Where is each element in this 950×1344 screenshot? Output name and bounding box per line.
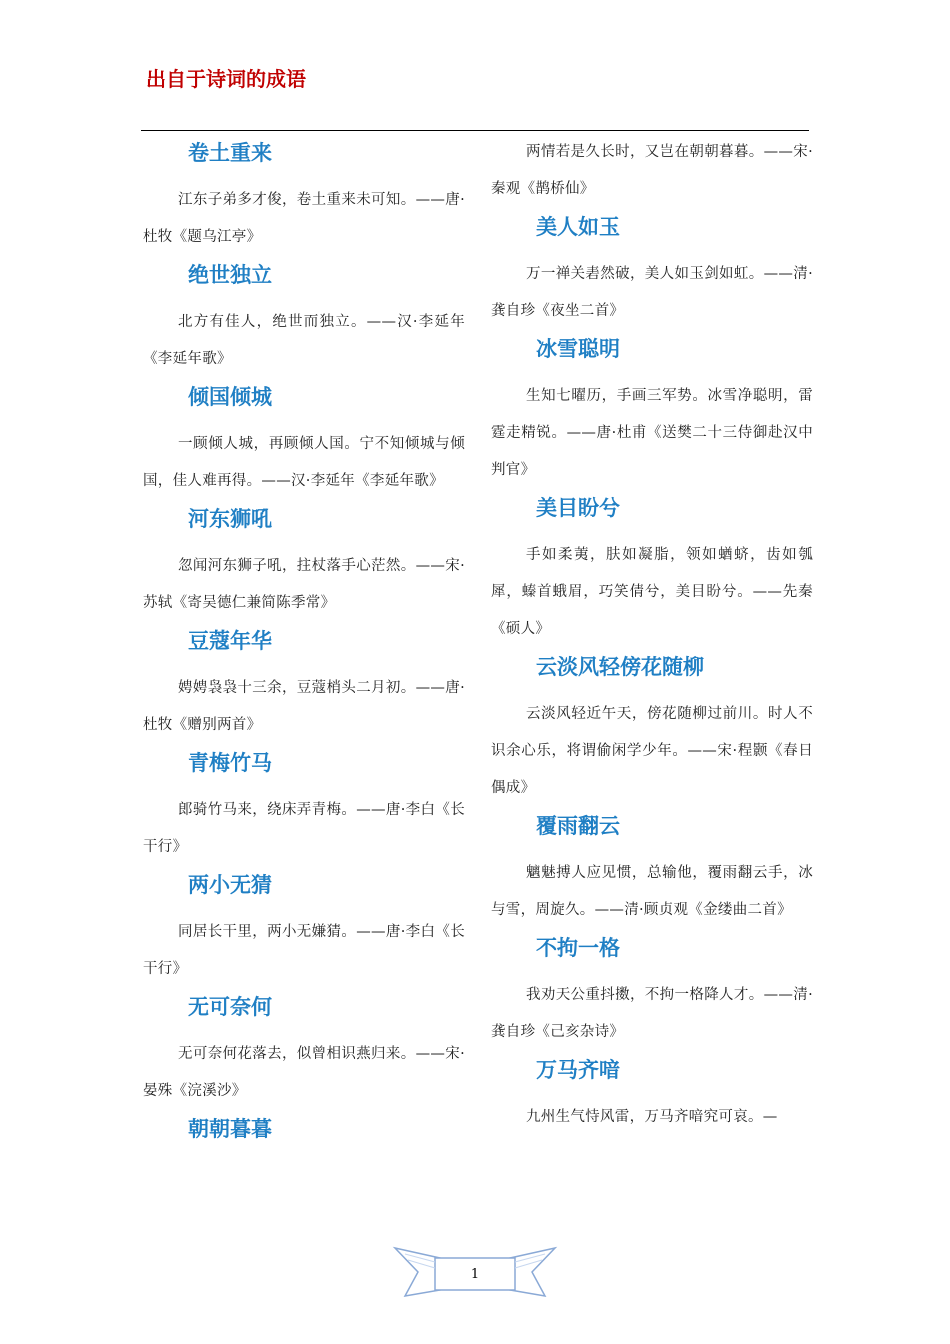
poem-quote: 云淡风轻近午天，傍花随柳过前川。时人不识余心乐，将谓偷闲学少年。——宋·程颢《春日偶成》 [491, 706, 813, 796]
idiom-title: 万马齐喑 [536, 1058, 620, 1082]
idiom-entry [491, 208, 813, 330]
left-column [143, 134, 465, 1158]
poem-quote: 生知七曜历，手画三军势。冰雪净聪明，雷霆走精锐。——唐·杜甫《送樊二十三侍御赴汉中判官》 [491, 388, 813, 478]
poem-quote: 忽闻河东狮子吼，拄杖落手心茫然。——宋·苏轼《寄吴德仁兼简陈季常》 [143, 558, 465, 611]
idiom-entry [491, 807, 813, 929]
idiom-entry [143, 500, 465, 622]
idiom-title: 绝世独立 [188, 263, 272, 287]
idiom-entry [143, 256, 465, 378]
idiom-title: 青梅竹马 [188, 751, 272, 775]
idiom-title: 不拘一格 [536, 936, 620, 960]
poem-quote: 魑魅搏人应见惯，总输他，覆雨翻云手，冰与雪，周旋久。——清·顾贞观《金缕曲二首》 [491, 865, 813, 918]
idiom-title: 豆蔻年华 [188, 629, 272, 653]
poem-quote-continued: 两情若是久长时，又岂在朝朝暮暮。——宋·秦观《鹊桥仙》 [491, 144, 813, 197]
idiom-entry [491, 330, 813, 489]
idiom-entry [491, 1051, 813, 1136]
idiom-title: 朝朝暮暮 [188, 1117, 272, 1141]
idiom-entry [491, 929, 813, 1051]
poem-quote: 九州生气恃风雷，万马齐喑究可哀。— [526, 1109, 778, 1125]
idiom-title: 云淡风轻傍花随柳 [536, 655, 704, 679]
ribbon-left-tail [395, 1248, 440, 1296]
idiom-entry [143, 1110, 465, 1148]
idiom-title: 无可奈何 [188, 995, 272, 1019]
idiom-title: 卷土重来 [188, 141, 272, 165]
idiom-entry [143, 378, 465, 500]
idiom-entry [491, 489, 813, 648]
idiom-entry [491, 648, 813, 807]
idiom-title: 河东狮吼 [188, 507, 272, 531]
idiom-title: 美人如玉 [536, 215, 620, 239]
idiom-entry [143, 866, 465, 988]
idiom-title: 两小无猜 [188, 873, 272, 897]
poem-quote: 北方有佳人，绝世而独立。——汉·李延年《李延年歌》 [143, 314, 465, 367]
header-rule [141, 130, 809, 131]
document-title: 出自于诗词的成语 [146, 67, 306, 91]
idiom-title: 冰雪聪明 [536, 337, 620, 361]
idiom-title: 覆雨翻云 [536, 814, 620, 838]
idiom-title: 美目盼兮 [536, 496, 620, 520]
poem-quote: 无可奈何花落去，似曾相识燕归来。——宋·晏殊《浣溪沙》 [143, 1046, 465, 1099]
poem-quote: 万一禅关砉然破，美人如玉剑如虹。——清·龚自珍《夜坐二首》 [491, 266, 813, 319]
idiom-entry [143, 622, 465, 744]
poem-quote: 郎骑竹马来，绕床弄青梅。——唐·李白《长干行》 [143, 802, 465, 855]
right-column [491, 134, 813, 1136]
poem-quote: 同居长干里，两小无嫌猜。——唐·李白《长干行》 [143, 924, 465, 977]
idiom-title: 倾国倾城 [188, 385, 272, 409]
poem-quote: 手如柔荑，肤如凝脂，领如蝤蛴，齿如瓠犀，螓首蛾眉，巧笑倩兮，美目盼兮。——先秦《硕人》 [491, 547, 813, 637]
ribbon-right-tail [510, 1248, 555, 1296]
idiom-entry [143, 134, 465, 256]
poem-quote: 一顾倾人城，再顾倾人国。宁不知倾城与倾国，佳人难再得。——汉·李延年《李延年歌》 [143, 436, 465, 489]
page-number: 1 [470, 1267, 480, 1282]
poem-quote: 我劝天公重抖擞，不拘一格降人才。——清·龚自珍《己亥杂诗》 [491, 987, 813, 1040]
idiom-entry [143, 988, 465, 1110]
poem-quote: 江东子弟多才俊，卷土重来未可知。——唐·杜牧《题乌江亭》 [143, 192, 465, 245]
poem-quote: 娉娉袅袅十三余，豆蔻梢头二月初。——唐·杜牧《赠别两首》 [143, 680, 465, 733]
idiom-entry [143, 744, 465, 866]
